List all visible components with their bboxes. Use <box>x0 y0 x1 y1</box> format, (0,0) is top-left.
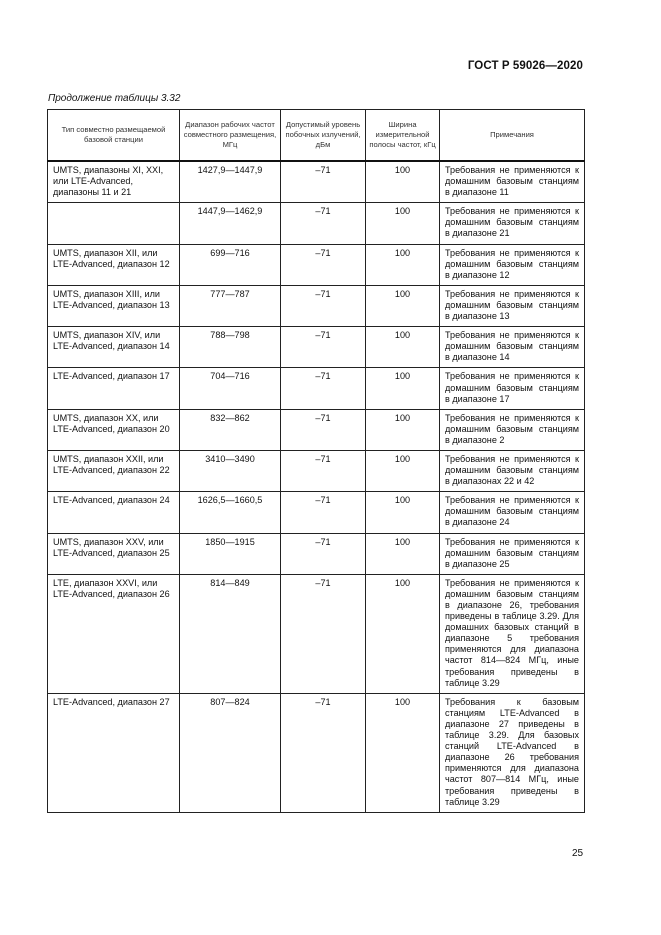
cell-measurement-bandwidth: 100 <box>366 161 440 203</box>
cell-emission-level: –71 <box>281 244 366 285</box>
cell-note: Требования не применяются к домашним базовым станциям в диапазоне 11 <box>440 161 585 203</box>
table-continuation-caption: Продолжение таблицы 3.32 <box>48 93 181 104</box>
cell-bs-type: UMTS, диапазон XIV, или LTE-Advanced, диапазон 14 <box>48 327 180 368</box>
table-row <box>48 161 585 203</box>
cell-frequency-range: 832—862 <box>180 409 281 450</box>
column-header-range: Диапазон рабочих частот совместного размещения, МГц <box>180 110 281 162</box>
column-header-notes: Примечания <box>440 110 585 162</box>
page-number: 25 <box>572 848 584 859</box>
requirements-table <box>47 109 585 813</box>
cell-measurement-bandwidth: 100 <box>366 574 440 693</box>
cell-frequency-range: 1850—1915 <box>180 533 281 574</box>
cell-frequency-range: 699—716 <box>180 244 281 285</box>
table-body <box>48 161 585 812</box>
table-row <box>48 492 585 533</box>
cell-measurement-bandwidth: 100 <box>366 327 440 368</box>
table-row <box>48 203 585 244</box>
cell-emission-level: –71 <box>281 492 366 533</box>
cell-emission-level: –71 <box>281 161 366 203</box>
cell-note: Требования не применяются к домашним базовым станциям в диапазоне 14 <box>440 327 585 368</box>
column-header-type: Тип совместно размещаемой базовой станции <box>48 110 180 162</box>
cell-bs-type: LTE, диапазон XXVI, или LTE-Advanced, диапазон 26 <box>48 574 180 693</box>
cell-emission-level: –71 <box>281 203 366 244</box>
cell-note: Требования не применяются к домашним базовым станциям в диапазоне 17 <box>440 368 585 409</box>
cell-note: Требования не применяются к домашним базовым станциям в диапазоне 24 <box>440 492 585 533</box>
table-row <box>48 450 585 491</box>
cell-note: Требования не применяются к домашним базовым станциям в диапазоне 26, требования приведены в таблице 3.29. Для домашних базовых станций в диапазоне 5 требования применяются для диапазона частот 814—824 МГц, иные требования приведены в таблице 3.29 <box>440 574 585 693</box>
cell-measurement-bandwidth: 100 <box>366 368 440 409</box>
cell-bs-type: UMTS, диапазоны XI, XXI, или LTE-Advanced, диапазоны 11 и 21 <box>48 161 180 203</box>
cell-measurement-bandwidth: 100 <box>366 203 440 244</box>
cell-frequency-range: 777—787 <box>180 285 281 326</box>
document-code: ГОСТ Р 59026—2020 <box>467 60 583 72</box>
cell-note: Требования не применяются к домашним базовым станциям в диапазоне 2 <box>440 409 585 450</box>
table-row <box>48 327 585 368</box>
cell-note: Требования не применяются к домашним базовым станциям в диапазоне 21 <box>440 203 585 244</box>
cell-bs-type: UMTS, диапазон XII, или LTE-Advanced, диапазон 12 <box>48 244 180 285</box>
cell-measurement-bandwidth: 100 <box>366 492 440 533</box>
cell-measurement-bandwidth: 100 <box>366 409 440 450</box>
cell-bs-type: UMTS, диапазон XXII, или LTE-Advanced, диапазон 22 <box>48 450 180 491</box>
cell-note: Требования не применяются к домашним базовым станциям в диапазонах 22 и 42 <box>440 450 585 491</box>
cell-bs-type: UMTS, диапазон XIII, или LTE-Advanced, диапазон 13 <box>48 285 180 326</box>
cell-measurement-bandwidth: 100 <box>366 450 440 491</box>
cell-measurement-bandwidth: 100 <box>366 244 440 285</box>
cell-emission-level: –71 <box>281 450 366 491</box>
cell-frequency-range: 3410—3490 <box>180 450 281 491</box>
cell-measurement-bandwidth: 100 <box>366 693 440 812</box>
table-row <box>48 285 585 326</box>
cell-measurement-bandwidth: 100 <box>366 533 440 574</box>
cell-frequency-range: 807—824 <box>180 693 281 812</box>
cell-bs-type: LTE-Advanced, диапазон 27 <box>48 693 180 812</box>
cell-note: Требования к базовым станциям LTE-Advanced в диапазоне 27 приведены в таблице 3.29. Для базовых станций LTE-Advanced в диапазоне 26 требования применяются для диапазона частот 807—814 МГц, иные требования приведены в таблице 3.29 <box>440 693 585 812</box>
cell-bs-type: UMTS, диапазон XXV, или LTE-Advanced, диапазон 25 <box>48 533 180 574</box>
cell-emission-level: –71 <box>281 327 366 368</box>
column-header-level: Допустимый уровень побочных излучений, дБм <box>281 110 366 162</box>
table-row <box>48 533 585 574</box>
table-row <box>48 693 585 812</box>
cell-frequency-range: 814—849 <box>180 574 281 693</box>
cell-frequency-range: 1427,9—1447,9 <box>180 161 281 203</box>
table-row <box>48 244 585 285</box>
cell-emission-level: –71 <box>281 285 366 326</box>
table-row <box>48 368 585 409</box>
cell-bs-type: LTE-Advanced, диапазон 24 <box>48 492 180 533</box>
cell-emission-level: –71 <box>281 533 366 574</box>
cell-note: Требования не применяются к домашним базовым станциям в диапазоне 25 <box>440 533 585 574</box>
cell-frequency-range: 704—716 <box>180 368 281 409</box>
cell-bs-type: LTE-Advanced, диапазон 17 <box>48 368 180 409</box>
column-header-bandwidth: Ширина измерительной полосы частот, кГц <box>366 110 440 162</box>
table-row <box>48 409 585 450</box>
cell-frequency-range: 788—798 <box>180 327 281 368</box>
cell-frequency-range: 1447,9—1462,9 <box>180 203 281 244</box>
table-header-row <box>48 110 585 162</box>
cell-bs-type <box>48 203 180 244</box>
cell-emission-level: –71 <box>281 368 366 409</box>
cell-note: Требования не применяются к домашним базовым станциям в диапазоне 12 <box>440 244 585 285</box>
cell-emission-level: –71 <box>281 574 366 693</box>
cell-frequency-range: 1626,5—1660,5 <box>180 492 281 533</box>
table-row <box>48 574 585 693</box>
cell-note: Требования не применяются к домашним базовым станциям в диапазоне 13 <box>440 285 585 326</box>
cell-emission-level: –71 <box>281 693 366 812</box>
cell-emission-level: –71 <box>281 409 366 450</box>
cell-measurement-bandwidth: 100 <box>366 285 440 326</box>
cell-bs-type: UMTS, диапазон XX, или LTE-Advanced, диапазон 20 <box>48 409 180 450</box>
